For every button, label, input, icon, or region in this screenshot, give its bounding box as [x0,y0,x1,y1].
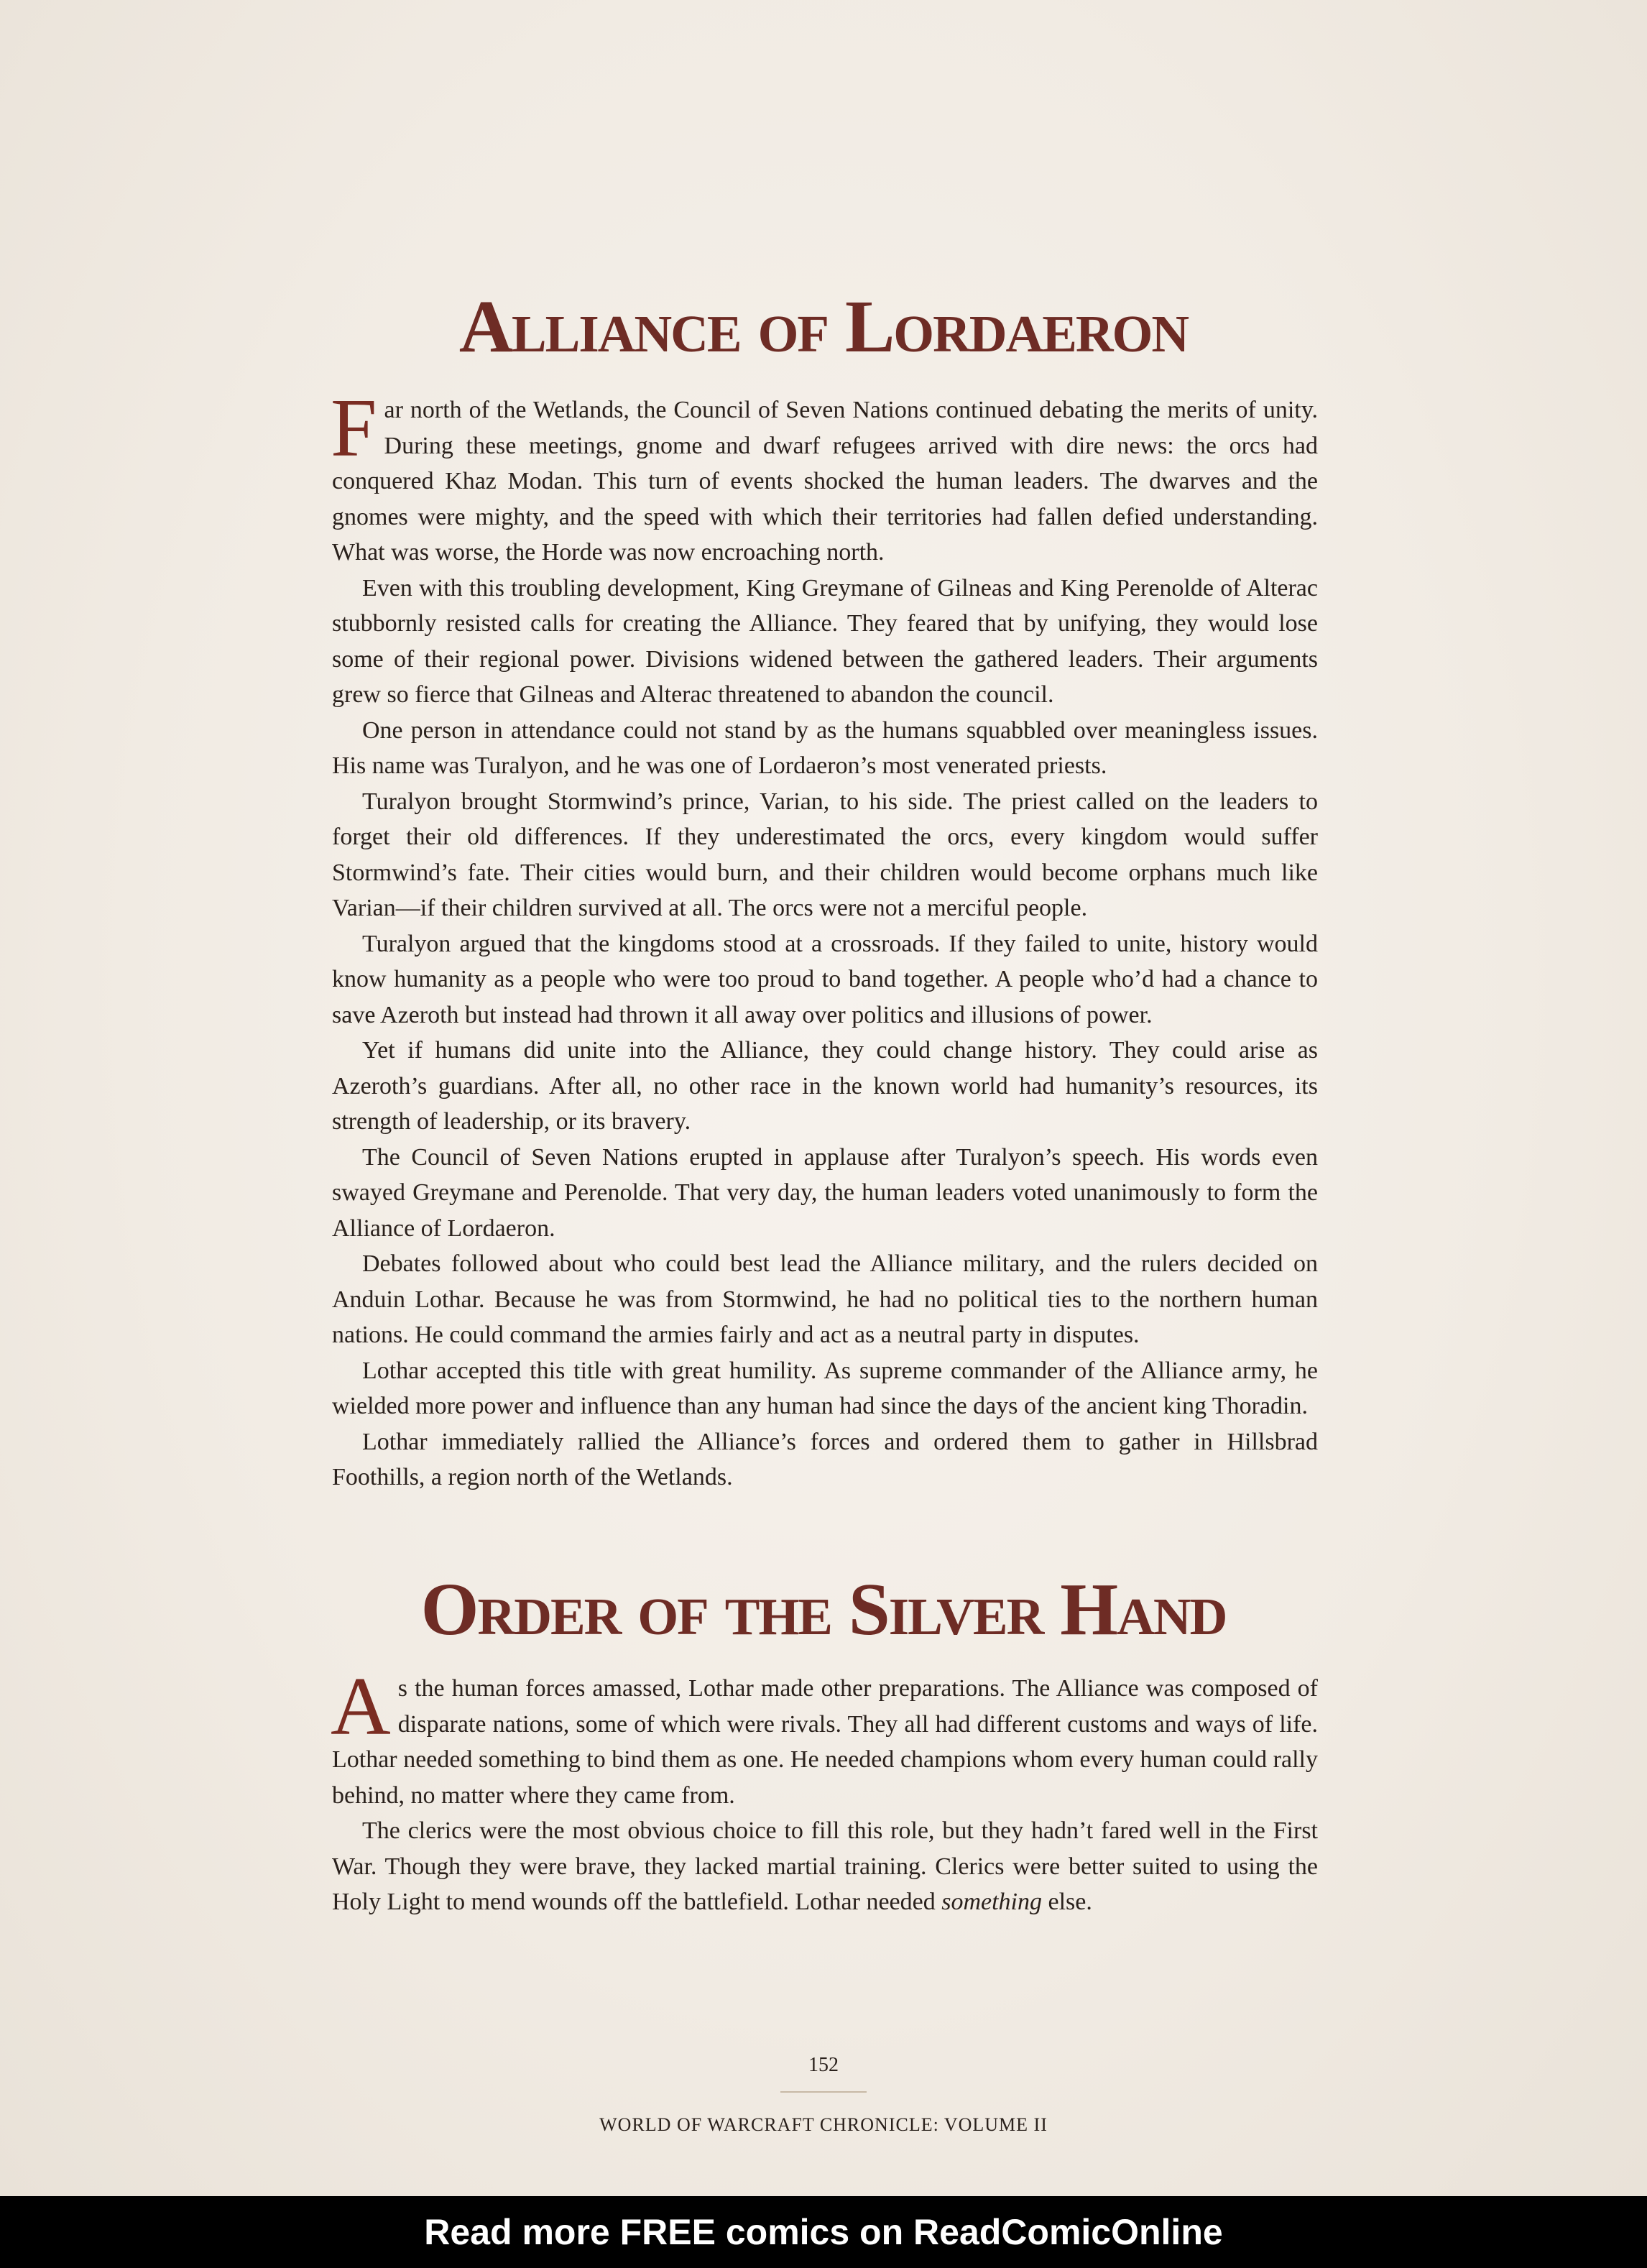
paragraph: Lothar immediately rallied the Alliance’s forces and ordered them to gather in Hillsbrad Foothills, a region north of the Wetlands. [332,1428,1318,1490]
paragraph: Turalyon argued that the kingdoms stood at a crossroads. If they failed to unite, history would know humanity as a people who were too proud to band together. A people who’d had a chance to save Azeroth but instead had thrown it all away over politics and illusions of power. [332,930,1318,1028]
section-title-silver-hand: Order of the Silver Hand [420,1568,1227,1651]
paragraph-text: The clerics were the most obvious choice to fill this role, but they hadn’t fared well in the First War. Though they were brave, they lacked martial training. Clerics were better suited to using the Holy Light to mend wounds off the battlefield. Lothar needed [332,1817,1318,1915]
section-title-alliance: Alliance of Lordaeron [458,285,1189,368]
lead-text: ar north of the Wetlands, the Council of Seven Nations continued debating the merits of unity. During these meetings, gnome and dwarf refugees arrived with dire news: the orcs had conquered Khaz Modan. This turn of events shocked the human leaders. The dwarves and the gnomes were mighty, and the speed with which their territories had fallen defied understanding. What was worse, the Horde was now encroaching north. [332,397,1318,566]
paragraph: The Council of Seven Nations erupted in applause after Turalyon’s speech. His words even swayed Greymane and Perenolde. That very day, the human leaders voted unanimously to form the Alliance of Lordaeron. [332,1143,1318,1242]
promo-link[interactable]: Read more FREE comics on ReadComicOnline [424,2212,1223,2252]
promo-banner [0,2196,1647,2268]
footer-divider [780,2091,867,2093]
paragraph: Debates followed about who could best lead the Alliance military, and the rulers decided on Anduin Lothar. Because he was from Stormwind, he had no political ties to the northern human nations. He could command the armies fairly and act as a neutral party in disputes. [332,1250,1318,1348]
drop-cap: A [331,1661,391,1753]
page-number: 152 [808,2054,839,2076]
paragraph: Even with this troubling development, King Greymane of Gilneas and King Perenolde of Alterac stubbornly resisted calls for creating the Alliance. They feared that by unifying, they would lose some of their regional power. Divisions widened between the gathered leaders. Their arguments grew so fierce that Gilneas and Alterac threatened to abandon the council. [332,574,1318,708]
paragraph: Lothar accepted this title with great humility. As supreme commander of the Alliance army, he wielded more power and influence than any human had since the days of the ancient king Thoradin. [332,1357,1318,1419]
running-footer-title: WORLD OF WARCRAFT CHRONICLE: VOLUME II [599,2114,1048,2135]
lead-text: s the human forces amassed, Lothar made other preparations. The Alliance was composed of disparate nations, some of which were rivals. They all had different customs and ways of life. Lothar needed something to bind them as one. He needed champions whom every human could rally behind, no matter where they came from. [332,1675,1318,1809]
paragraph: One person in attendance could not stand by as the humans squabbled over meaningless issues. His name was Turalyon, and he was one of Lordaeron’s most venerated priests. [332,716,1318,779]
paragraph-text: else. [1042,1889,1092,1915]
drop-cap: F [331,382,377,474]
emphasis-text: something [941,1889,1043,1915]
lead-paragraph [331,382,1318,571]
paragraph: Yet if humans did unite into the Alliance, they could change history. They could arise as Azeroth’s guardians. After all, no other race in the known world had humanity’s resources, its strength of leadership, or its bravery. [332,1037,1318,1135]
section-body-alliance [331,382,1318,1495]
paragraph: Turalyon brought Stormwind’s prince, Varian, to his side. The priest called on the leaders to forget their old differences. If they underestimated the orcs, every kingdom would suffer Stormwind’s fate. Their cities would burn, and their children would become orphans much like Varian—if their children survived at all. The orcs were not a merciful people. [332,788,1318,921]
lead-paragraph [331,1661,1318,1813]
paragraph [332,1813,1318,1920]
section-body-silver-hand [331,1661,1318,1920]
